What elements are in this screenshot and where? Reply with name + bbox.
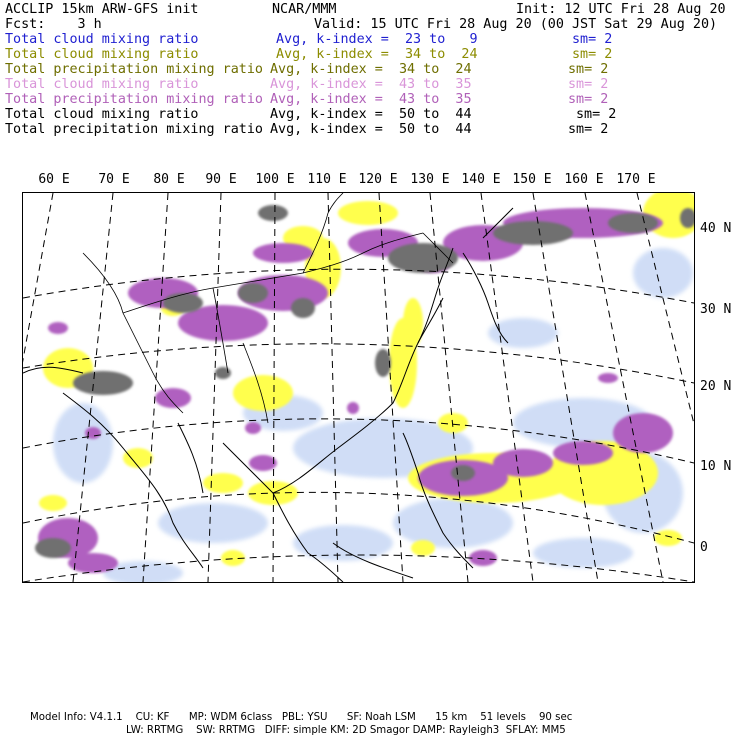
legend-field-name: Total cloud mixing ratio [5,77,199,92]
lat-label: 20 N [700,379,732,394]
cloud-field-map [23,193,694,582]
lon-label: 160 E [564,172,604,187]
model-info-line1: Model Info: V4.1.1 CU: KF MP: WDM 6class PBL: YSU SF: Noah LSM 15 km 51 levels 90 sec [30,712,573,723]
legend-smoothing: sm= 2 [568,122,609,137]
legend-level-range: Avg, k-index = 34 to 24 [270,62,472,77]
lon-label: 80 E [153,172,185,187]
legend-smoothing: sm= 2 [572,32,613,47]
legend-smoothing: sm= 2 [568,77,609,92]
legend-level-range: Avg, k-index = 23 to 9 [276,32,478,47]
lon-label: 70 E [98,172,130,187]
legend-field-name: Total precipitation mixing ratio [5,62,263,77]
org-label: NCAR/MMM [272,2,337,17]
legend-smoothing: sm= 2 [568,92,609,107]
lon-label: 110 E [307,172,347,187]
lat-label: 30 N [700,302,732,317]
legend-level-range: Avg, k-index = 43 to 35 [270,77,472,92]
legend-level-range: Avg, k-index = 34 to 24 [276,47,478,62]
init-time: Init: 12 UTC Fri 28 Aug 20 [516,2,726,17]
lat-label: 40 N [700,221,732,236]
legend-level-range: Avg, k-index = 50 to 44 [270,107,472,122]
lon-label: 120 E [358,172,398,187]
legend-field-name: Total precipitation mixing ratio [5,122,263,137]
legend-field-name: Total precipitation mixing ratio [5,92,263,107]
lon-label: 170 E [616,172,656,187]
plot-title: ACCLIP 15km ARW-GFS init [5,2,199,17]
legend-field-name: Total cloud mixing ratio [5,32,199,47]
legend-level-range: Avg, k-index = 50 to 44 [270,122,472,137]
lon-label: 130 E [410,172,450,187]
map-panel [22,192,695,583]
legend-smoothing: sm= 2 [568,62,609,77]
lon-label: 90 E [205,172,237,187]
legend-field-name: Total cloud mixing ratio [5,107,199,122]
legend-smoothing: sm= 2 [572,47,613,62]
forecast-hour: Fcst: 3 h [5,17,102,32]
lat-label: 10 N [700,459,732,474]
lon-label: 100 E [255,172,295,187]
legend-smoothing: sm= 2 [576,107,617,122]
lat-label: 0 [700,540,708,555]
legend-field-name: Total cloud mixing ratio [5,47,199,62]
deep-cloud-layer [35,205,694,558]
lon-label: 60 E [38,172,70,187]
upper-cloud-layer [38,208,673,573]
valid-time: Valid: 15 UTC Fri 28 Aug 20 (00 JST Sat 29 Aug 20) [314,17,718,32]
legend-level-range: Avg, k-index = 43 to 35 [270,92,472,107]
model-info-line2: LW: RRTMG SW: RRTMG DIFF: simple KM: 2D Smagor DAMP: Rayleigh3 SFLAY: MM5 [126,725,566,736]
lon-label: 140 E [461,172,501,187]
lon-label: 150 E [512,172,552,187]
